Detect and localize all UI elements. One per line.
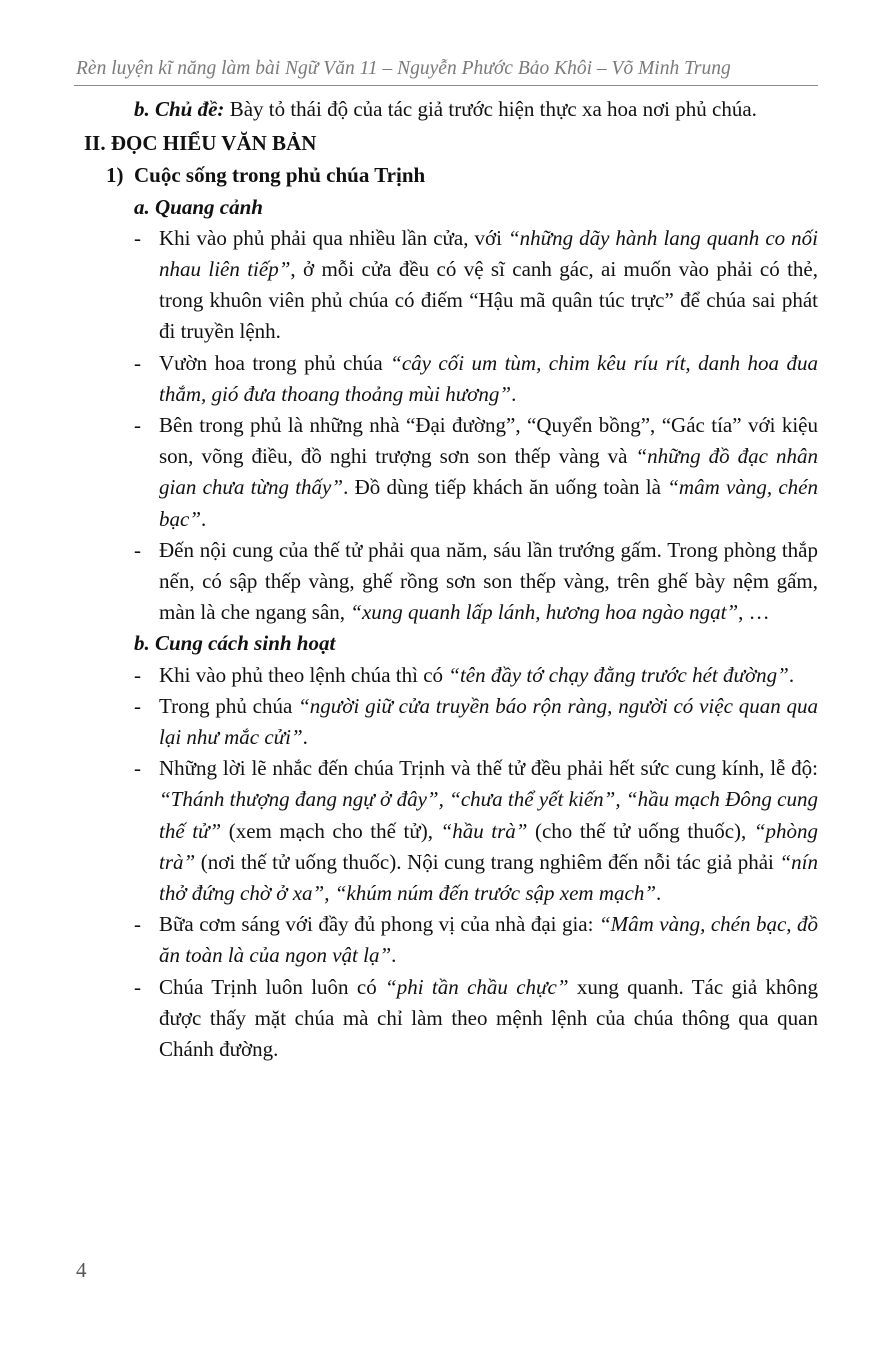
dash-bullet: - (134, 693, 141, 718)
section-title: II. ĐỌC HIỂU VĂN BẢN (84, 131, 317, 156)
running-header: Rèn luyện kĩ năng làm bài Ngữ Văn 11 – Nguyễn Phước Bảo Khôi – Võ Minh Trung (76, 58, 731, 79)
list-item: - Bên trong phủ là những nhà “Đại đường”, “Quyển bồng”, “Gác tía” với kiệu son, võng điều, đồ nghi trượng sơn son thếp vàng và “những đồ đạc nhân gian chưa từng thấy”. Đồ dùng tiếp khách ăn uống toàn là “mâm vàng, chén bạc”. (84, 410, 818, 535)
dash-bullet: - (134, 413, 141, 438)
theme-text: Bày tỏ thái độ của tác giả trước hiện thực xa hoa nơi phủ chúa. (224, 97, 757, 121)
list-item: - Khi vào phủ phải qua nhiều lần cửa, với “những dãy hành lang quanh co nối nhau liên tiếp”, ở mỗi cửa đều có vệ sĩ canh gác, ai muốn vào phải có thẻ, trong khuôn viên phủ chúa có điếm “Hậu mã quân túc trực” để chúa sai phát đi truyền lệnh. (84, 223, 818, 348)
list-item: - Khi vào phủ theo lệnh chúa thì có “tên đầy tớ chạy đằng trước hét đường”. (84, 660, 818, 691)
header-rule (74, 85, 818, 86)
dash-bullet: - (134, 756, 141, 781)
list-item: - Chúa Trịnh luôn luôn có “phi tần chầu chực” xung quanh. Tác giả không được thấy mặt chúa mà chỉ làm theo mệnh lệnh của chúa thông qua quan Chánh đường. (84, 972, 818, 1066)
dash-bullet: - (134, 537, 141, 562)
list-item: - Vườn hoa trong phủ chúa “cây cối um tùm, chim kêu ríu rít, danh hoa đua thắm, gió đưa thoang thoảng mùi hương”. (84, 348, 818, 410)
list-item: - Đến nội cung của thế tử phải qua năm, sáu lần trướng gấm. Trong phòng thắp nến, có sập thếp vàng, ghế rồng sơn son thếp vàng, trên ghế bày nệm gấm, màn là che ngang sân, “xung quanh lấp lánh, hương hoa ngào ngạt”, … (84, 535, 818, 629)
dash-bullet: - (134, 662, 141, 687)
heading-a: a. Quang cảnh (134, 194, 263, 219)
theme-paragraph (84, 94, 818, 125)
page-number: 4 (76, 1258, 87, 1282)
heading-b: b. Cung cách sinh hoạt (134, 631, 336, 656)
subsection-title (84, 160, 818, 191)
list-item: - Bữa cơm sáng với đầy đủ phong vị của nhà đại gia: “Mâm vàng, chén bạc, đồ ăn toàn là của ngon vật lạ”. (84, 909, 818, 971)
theme-label: b. Chủ đề: (134, 97, 225, 121)
dash-bullet: - (134, 912, 141, 937)
list-a (84, 223, 818, 629)
list-item: - Những lời lẽ nhắc đến chúa Trịnh và thế tử đều phải hết sức cung kính, lễ độ: “Thánh thượng đang ngự ở đây”, “chưa thể yết kiến”, “hầu mạch Đông cung thế tử” (xem mạch cho thế tử), “hầu trà” (cho thế tử uống thuốc), “phòng trà” (nơi thế tử uống thuốc). Nội cung trang nghiêm đến nỗi tác giả phải “nín thở đứng chờ ở xa”, “khúm núm đến trước sập xem mạch”. (84, 753, 818, 909)
dash-bullet: - (134, 225, 141, 250)
subsection-title-text: Cuộc sống trong phủ chúa Trịnh (134, 163, 426, 188)
list-item: - Trong phủ chúa “người giữ cửa truyền báo rộn ràng, người có việc quan qua lại như mắc cửi”. (84, 691, 818, 753)
dash-bullet: - (134, 974, 141, 999)
list-b (84, 660, 818, 1066)
dash-bullet: - (134, 350, 141, 375)
subsection-number: 1) (106, 163, 124, 188)
page-content (84, 94, 818, 1065)
